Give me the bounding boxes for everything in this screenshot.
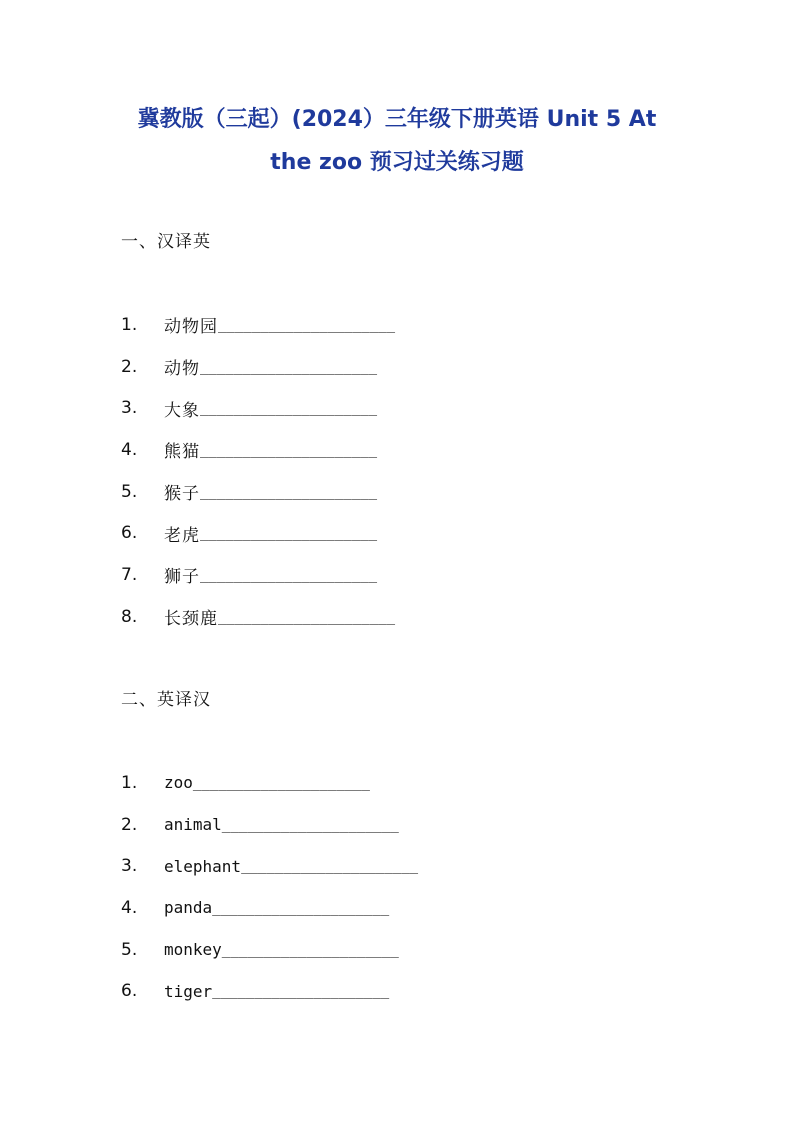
- answer-blank[interactable]: _____________________: [221, 816, 399, 833]
- item-number: 7.: [121, 564, 138, 585]
- item-number: 5.: [121, 481, 138, 502]
- list-item: [121, 804, 418, 846]
- item-number: 2.: [121, 356, 138, 377]
- answer-blank[interactable]: _____________________: [218, 608, 396, 625]
- en-to-cn-list: [121, 762, 418, 1012]
- list-item: [121, 762, 418, 804]
- cn-to-en-list: [121, 304, 395, 638]
- list-item: [121, 845, 418, 887]
- item-number: 4.: [121, 439, 138, 460]
- item-number: 1.: [121, 314, 138, 335]
- item-number: 8.: [121, 606, 138, 627]
- page-title-line-2: the zoo 预习过关练习题: [270, 150, 524, 175]
- list-item: [121, 512, 395, 554]
- answer-blank[interactable]: _____________________: [241, 858, 419, 875]
- item-word: 猴子: [164, 484, 200, 505]
- page-title: [100, 98, 694, 184]
- list-item: [121, 554, 395, 596]
- list-item: [121, 387, 395, 429]
- list-item: [121, 304, 395, 346]
- item-number: 6.: [121, 523, 138, 544]
- answer-blank[interactable]: _____________________: [200, 566, 378, 583]
- item-word: 熊猫: [164, 442, 200, 463]
- item-number: 3.: [121, 398, 138, 419]
- item-word: monkey: [164, 940, 222, 960]
- item-number: 5.: [121, 939, 138, 960]
- list-item: [121, 929, 418, 971]
- item-word: panda: [164, 898, 213, 918]
- list-item: [121, 429, 395, 471]
- item-word: elephant: [164, 856, 242, 876]
- answer-blank[interactable]: _____________________: [192, 774, 370, 791]
- item-word: 长颈鹿: [164, 609, 218, 630]
- item-number: 1.: [121, 772, 138, 793]
- item-word: tiger: [164, 981, 213, 1001]
- item-number: 4.: [121, 897, 138, 918]
- item-word: 动物: [164, 359, 200, 380]
- answer-blank[interactable]: _____________________: [200, 525, 378, 542]
- answer-blank[interactable]: _____________________: [200, 358, 378, 375]
- section-heading-en-to-cn: 二、英译汉: [121, 690, 211, 710]
- page-title-line-1: 冀教版（三起）(2024）三年级下册英语 Unit 5 At: [137, 107, 657, 132]
- answer-blank[interactable]: _____________________: [200, 400, 378, 417]
- item-number: 2.: [121, 814, 138, 835]
- list-item: [121, 471, 395, 513]
- item-word: 大象: [164, 400, 200, 421]
- item-word: 动物园: [164, 317, 218, 338]
- answer-blank[interactable]: _____________________: [218, 316, 396, 333]
- answer-blank[interactable]: _____________________: [200, 441, 378, 458]
- answer-blank[interactable]: _____________________: [221, 941, 399, 958]
- section-heading-cn-to-en: 一、汉译英: [121, 232, 211, 252]
- answer-blank[interactable]: _____________________: [212, 899, 390, 916]
- item-number: 6.: [121, 981, 138, 1002]
- list-item: [121, 970, 418, 1012]
- item-word: 老虎: [164, 525, 200, 546]
- answer-blank[interactable]: _____________________: [212, 983, 390, 1000]
- item-word: 狮子: [164, 567, 200, 588]
- answer-blank[interactable]: _____________________: [200, 483, 378, 500]
- list-item: [121, 346, 395, 388]
- list-item: [121, 596, 395, 638]
- item-word: animal: [164, 815, 222, 835]
- item-word: zoo: [164, 773, 193, 793]
- item-number: 3.: [121, 856, 138, 877]
- list-item: [121, 887, 418, 929]
